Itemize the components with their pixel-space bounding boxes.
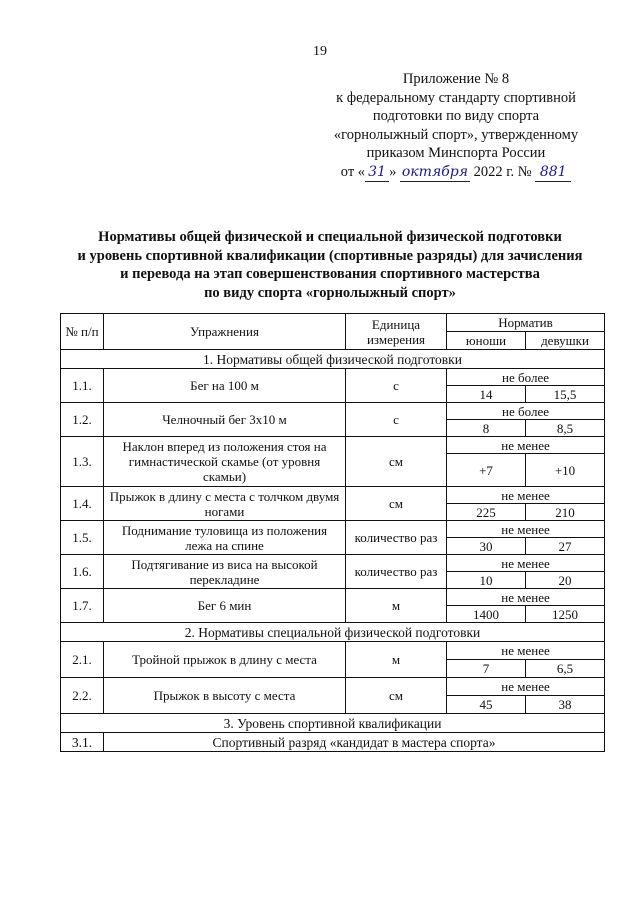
row-unit: см xyxy=(346,437,447,487)
row-unit: м xyxy=(346,642,447,678)
section-1-title: 1. Нормативы общей физической подготовки xyxy=(61,350,605,369)
document-title xyxy=(60,228,600,302)
appendix-line: «горнолыжный спорт», утвержденному xyxy=(333,126,579,143)
row-num: 1.4. xyxy=(61,487,104,521)
row-exercise: Бег на 100 м xyxy=(104,369,346,403)
table-row xyxy=(61,487,605,504)
row-boys: 10 xyxy=(447,572,526,589)
row-boys: 8 xyxy=(447,420,526,437)
section-row xyxy=(61,623,605,642)
row-exercise: Бег 6 мин xyxy=(104,589,346,623)
row-boys: 14 xyxy=(447,386,526,403)
row-num: 1.5. xyxy=(61,521,104,555)
date-month: октября xyxy=(400,163,470,183)
row-boys: 45 xyxy=(447,696,526,714)
section-row xyxy=(61,350,605,369)
row-boys: 30 xyxy=(447,538,526,555)
row-unit: с xyxy=(346,403,447,437)
appendix-line: Приложение № 8 xyxy=(402,71,510,87)
row-condition: не менее xyxy=(447,555,605,572)
title-line: по виду спорта «горнолыжный спорт» xyxy=(204,284,456,301)
row-exercise: Поднимание туловища из положения лежа на спине xyxy=(104,521,346,555)
order-number: 881 xyxy=(535,163,571,183)
row-girls: +10 xyxy=(526,454,605,487)
row-unit: количество раз xyxy=(346,555,447,589)
row-unit: см xyxy=(346,487,447,521)
table-row xyxy=(61,642,605,660)
section-3-title: 3. Уровень спортивной квалификации xyxy=(61,714,605,733)
row-unit: см xyxy=(346,678,447,714)
appendix-date-line xyxy=(306,163,606,183)
row-num: 1.1. xyxy=(61,369,104,403)
row-num: 1.2. xyxy=(61,403,104,437)
row-exercise: Прыжок в длину с места с толчком двумя ногами xyxy=(104,487,346,521)
row-boys: 225 xyxy=(447,504,526,521)
table-row xyxy=(61,403,605,420)
row-qualification: Спортивный разряд «кандидат в мастера спорта» xyxy=(104,733,605,752)
appendix-line: к федеральному стандарту спортивной xyxy=(336,89,576,106)
row-exercise: Подтягивание из виса на высокой перекладине xyxy=(104,555,346,589)
row-girls: 6,5 xyxy=(526,660,605,678)
date-day: 31 xyxy=(365,163,389,183)
row-boys: +7 xyxy=(447,454,526,487)
row-condition: не более xyxy=(447,369,605,386)
row-num: 3.1. xyxy=(61,733,104,752)
row-girls: 15,5 xyxy=(526,386,605,403)
row-girls: 20 xyxy=(526,572,605,589)
appendix-line: приказом Минспорта России xyxy=(366,145,546,161)
row-girls: 210 xyxy=(526,504,605,521)
row-exercise: Тройной прыжок в длину с места xyxy=(104,642,346,678)
row-num: 2.2. xyxy=(61,678,104,714)
row-condition: не менее xyxy=(447,521,605,538)
header-norm: Норматив xyxy=(447,314,605,332)
row-condition: не менее xyxy=(447,589,605,606)
title-line: и уровень спортивной квалификации (спортивные разряды) для зачисления xyxy=(77,247,583,264)
row-condition: не менее xyxy=(447,678,605,696)
page-number: 19 xyxy=(313,44,327,59)
header-girls: девушки xyxy=(526,332,605,350)
row-boys: 1400 xyxy=(447,606,526,623)
row-unit: количество раз xyxy=(346,521,447,555)
row-condition: не более xyxy=(447,403,605,420)
header-boys: юноши xyxy=(447,332,526,350)
row-num: 1.3. xyxy=(61,437,104,487)
table-row xyxy=(61,733,605,752)
date-year: 2022 г. № xyxy=(473,163,532,180)
table-row xyxy=(61,369,605,386)
row-girls: 8,5 xyxy=(526,420,605,437)
norms-table xyxy=(60,313,605,752)
row-boys: 7 xyxy=(447,660,526,678)
row-exercise: Наклон вперед из положения стоя на гимнастической скамье (от уровня скамьи) xyxy=(104,437,346,487)
row-unit: м xyxy=(346,589,447,623)
row-condition: не менее xyxy=(447,642,605,660)
date-prefix: от « xyxy=(340,163,366,180)
table-row xyxy=(61,437,605,454)
row-num: 1.6. xyxy=(61,555,104,589)
header-unit: Единица измерения xyxy=(346,314,447,350)
table-row xyxy=(61,521,605,538)
row-unit: с xyxy=(346,369,447,403)
header-exercise: Упражнения xyxy=(104,314,346,350)
row-num: 1.7. xyxy=(61,589,104,623)
table-row xyxy=(61,589,605,606)
section-row xyxy=(61,714,605,733)
date-sep: » xyxy=(389,163,397,180)
row-condition: не менее xyxy=(447,437,605,454)
row-girls: 1250 xyxy=(526,606,605,623)
row-girls: 38 xyxy=(526,696,605,714)
row-num: 2.1. xyxy=(61,642,104,678)
row-exercise: Челночный бег 3x10 м xyxy=(104,403,346,437)
title-line: и перевода на этап совершенствования спортивного мастерства xyxy=(120,266,540,282)
header-num: № п/п xyxy=(61,314,104,350)
table-header-row xyxy=(61,314,605,332)
appendix-block xyxy=(306,70,606,182)
section-2-title: 2. Нормативы специальной физической подготовки xyxy=(61,623,605,642)
table-row xyxy=(61,555,605,572)
table-row xyxy=(61,678,605,696)
row-exercise: Прыжок в высоту с места xyxy=(104,678,346,714)
appendix-line: подготовки по виду спорта xyxy=(372,108,540,124)
row-girls: 27 xyxy=(526,538,605,555)
row-condition: не менее xyxy=(447,487,605,504)
title-line: Нормативы общей физической и специальной физической подготовки xyxy=(98,229,562,245)
